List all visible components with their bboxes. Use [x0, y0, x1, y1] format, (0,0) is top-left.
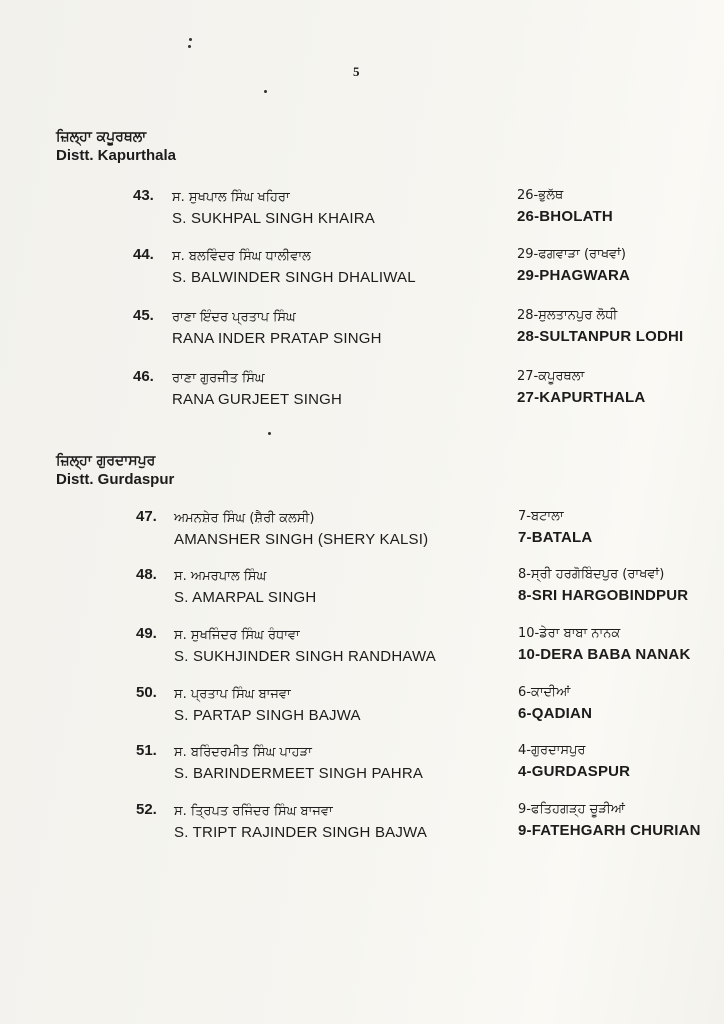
constituency-native: 4-ਗੁਰਦਾਸਪੁਰ: [518, 743, 586, 758]
list-item: [0, 566, 724, 616]
scan-speck: [189, 38, 192, 41]
list-item: [0, 625, 724, 675]
district-heading-english: Distt. Kapurthala: [56, 147, 177, 164]
district-heading-native: ਜ਼ਿਲ੍ਹਾ ਗੁਰਦਾਸਪੁਰ: [56, 453, 156, 469]
member-name-english: S. BALWINDER SINGH DHALIWAL: [172, 269, 416, 286]
list-item: [0, 368, 724, 418]
member-name-native: ਸ. ਬਰਿੰਦਰਮੀਤ ਸਿੰਘ ਪਾਹੜਾ: [174, 745, 312, 760]
entry-number: 43.: [133, 187, 154, 204]
list-item: [0, 187, 724, 237]
entry-number: 50.: [136, 684, 157, 701]
member-name-english: S. PARTAP SINGH BAJWA: [174, 707, 361, 724]
list-item: [0, 508, 724, 558]
entry-number: 45.: [133, 307, 154, 324]
member-name-english: RANA GURJEET SINGH: [172, 391, 343, 408]
member-name-english: S. TRIPT RAJINDER SINGH BAJWA: [174, 824, 428, 841]
list-item: [0, 684, 724, 734]
district-heading-kapurthala: [56, 128, 176, 166]
scan-speck: [268, 432, 271, 435]
member-name-english: S. SUKHJINDER SINGH RANDHAWA: [174, 648, 437, 665]
constituency-english: 26-BHOLATH: [517, 208, 613, 225]
district-heading-gurdaspur: [56, 452, 174, 490]
member-name-english: AMANSHER SINGH (SHERY KALSI): [174, 531, 429, 548]
member-name-native: ਸ. ਸੁਖਜਿੰਦਰ ਸਿੰਘ ਰੰਧਾਵਾ: [174, 628, 300, 643]
constituency-english: 28-SULTANPUR LODHI: [517, 328, 684, 345]
constituency-english: 8-SRI HARGOBINDPUR: [518, 587, 689, 604]
member-name-english: S. SUKHPAL SINGH KHAIRA: [172, 210, 375, 227]
constituency-english: 29-PHAGWARA: [517, 267, 631, 284]
member-name-native: ਰਾਣਾ ਗੁਰਜੀਤ ਸਿੰਘ: [172, 371, 265, 386]
entry-number: 49.: [136, 625, 157, 642]
member-name-english: S. AMARPAL SINGH: [174, 589, 317, 606]
constituency-native: 29-ਫਗਵਾੜਾ (ਰਾਖਵਾਂ): [517, 247, 626, 262]
member-name-english: S. BARINDERMEET SINGH PAHRA: [174, 765, 424, 782]
constituency-english: 4-GURDASPUR: [518, 763, 631, 780]
constituency-native: 8-ਸ੍ਰੀ ਹਰਗੋਬਿੰਦਪੁਰ (ਰਾਖਵਾਂ): [518, 567, 665, 582]
member-name-native: ਰਾਣਾ ਇੰਦਰ ਪ੍ਰਤਾਪ ਸਿੰਘ: [172, 310, 296, 325]
member-name-english: RANA INDER PRATAP SINGH: [172, 330, 382, 347]
entry-number: 51.: [136, 742, 157, 759]
constituency-native: 7-ਬਟਾਲਾ: [518, 509, 564, 524]
member-name-native: ਸ. ਪ੍ਰਤਾਪ ਸਿੰਘ ਬਾਜਵਾ: [174, 687, 291, 702]
constituency-english: 6-QADIAN: [518, 705, 593, 722]
constituency-native: 9-ਫਤਿਹਗੜ੍ਹ ਚੂੜੀਆਂ: [518, 802, 625, 817]
district-heading-english: Distt. Gurdaspur: [56, 471, 175, 488]
member-name-native: ਸ. ਅਮਰਪਾਲ ਸਿੰਘ: [174, 569, 267, 584]
list-item: [0, 742, 724, 792]
list-item: [0, 801, 724, 851]
member-name-native: ਸ. ਸੁਖਪਾਲ ਸਿੰਘ ਖਹਿਰਾ: [172, 190, 290, 205]
constituency-native: 10-ਡੇਰਾ ਬਾਬਾ ਨਾਨਕ: [518, 626, 621, 641]
scan-speck: [264, 90, 267, 93]
constituency-native: 6-ਕਾਦੀਆਂ: [518, 685, 571, 700]
member-name-native: ਅਮਨਸ਼ੇਰ ਸਿੰਘ (ਸ਼ੈਰੀ ਕਲਸੀ): [174, 511, 315, 526]
entry-number: 46.: [133, 368, 154, 385]
entry-number: 44.: [133, 246, 154, 263]
member-name-native: ਸ. ਬਲਵਿੰਦਰ ਸਿੰਘ ਧਾਲੀਵਾਲ: [172, 249, 311, 264]
district-heading-native: ਜ਼ਿਲ੍ਹਾ ਕਪੂਰਥਲਾ: [56, 129, 147, 145]
scan-speck: [188, 45, 191, 48]
constituency-english: 7-BATALA: [518, 529, 593, 546]
list-item: [0, 246, 724, 296]
entry-number: 47.: [136, 508, 157, 525]
constituency-english: 10-DERA BABA NANAK: [518, 646, 691, 663]
list-item: [0, 307, 724, 357]
constituency-english: 9-FATEHGARH CHURIAN: [518, 822, 701, 839]
constituency-native: 28-ਸੁਲਤਾਨਪੁਰ ਲੋਧੀ: [517, 308, 618, 323]
entry-number: 52.: [136, 801, 157, 818]
member-name-native: ਸ. ਤ੍ਰਿਪਤ ਰਜਿੰਦਰ ਸਿੰਘ ਬਾਜਵਾ: [174, 804, 333, 819]
page-number: 5: [353, 64, 360, 79]
entry-number: 48.: [136, 566, 157, 583]
constituency-native: 26-ਭੁਲੱਥ: [517, 188, 564, 203]
constituency-native: 27-ਕਪੂਰਥਲਾ: [517, 369, 585, 384]
constituency-english: 27-KAPURTHALA: [517, 389, 646, 406]
